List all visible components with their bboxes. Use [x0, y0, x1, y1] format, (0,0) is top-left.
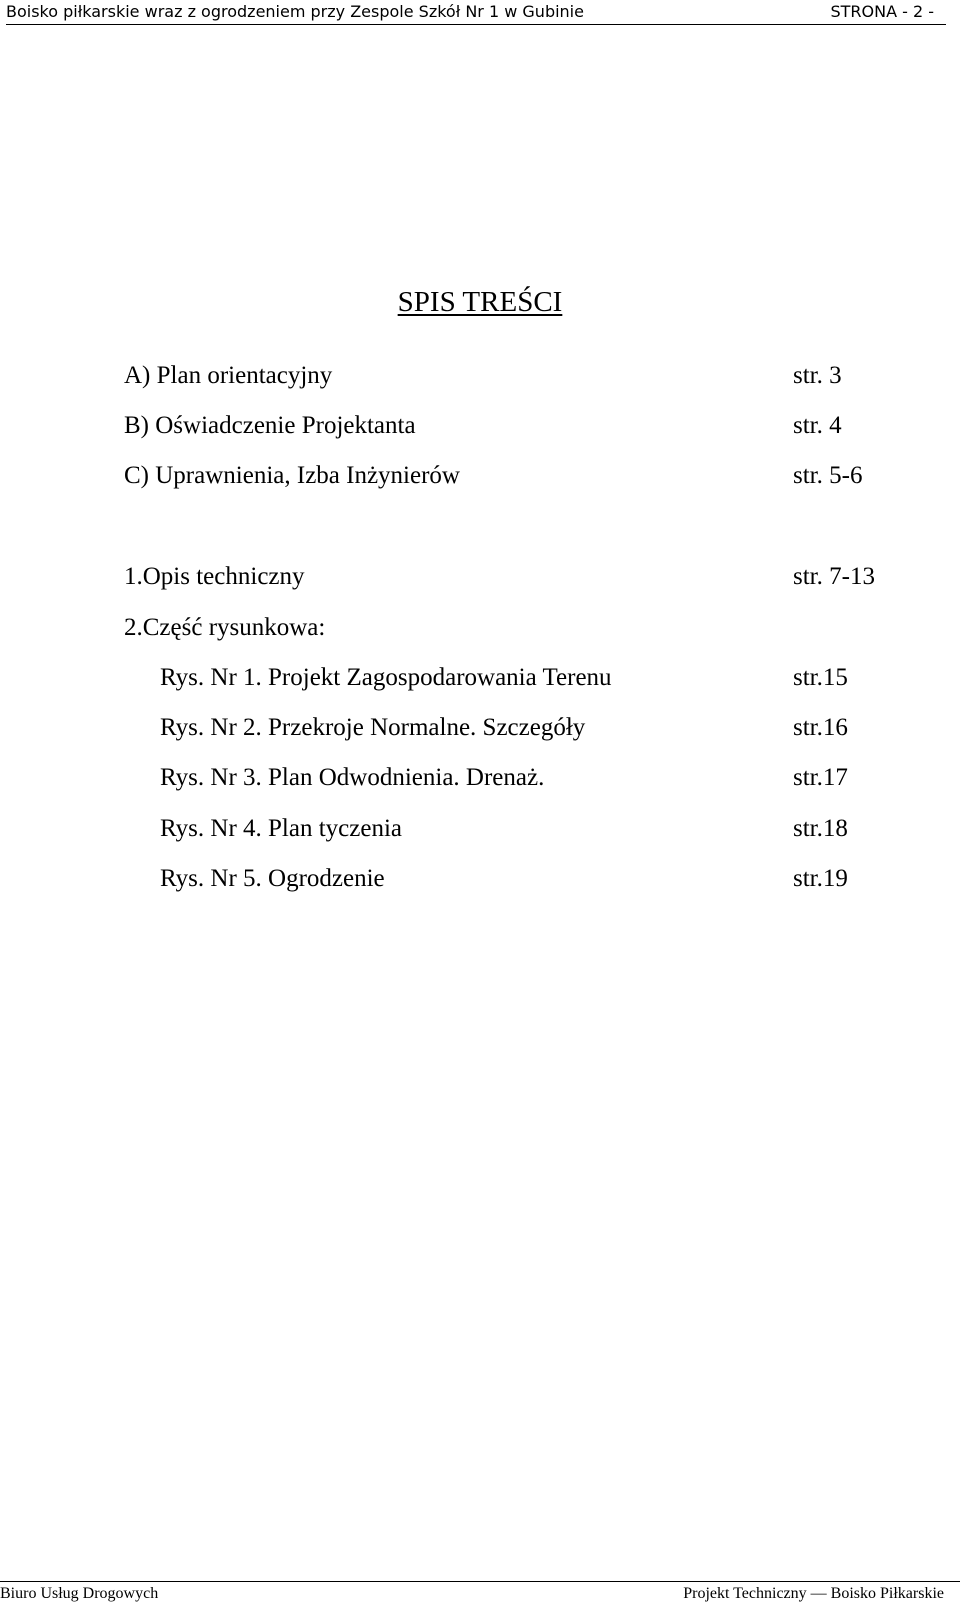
toc-item-page: str.16 — [793, 714, 848, 741]
toc-item-page: str.15 — [793, 664, 848, 691]
toc-item-label: 2.Część rysunkowa: — [124, 614, 326, 641]
toc-item-uprawnienia — [124, 461, 863, 491]
toc-item-page: str. 5-6 — [793, 462, 863, 489]
toc-item-czesc-rysunkowa — [124, 613, 325, 643]
header-document-title: Boisko piłkarskie wraz z ogrodzeniem przy Zespole Szkół Nr 1 w Gubinie — [6, 2, 584, 21]
toc-item-rys-3 — [160, 763, 848, 793]
toc-item-page: str.17 — [793, 764, 848, 791]
toc-item-page: str. 4 — [793, 412, 842, 439]
toc-item-label: 1.Opis techniczny — [124, 563, 305, 590]
toc-item-page: str. 3 — [793, 362, 842, 389]
page-footer — [0, 1581, 960, 1605]
toc-item-label: Rys. Nr 4. Plan tyczenia — [160, 815, 403, 842]
toc-item-label: Rys. Nr 3. Plan Odwodnienia. Drenaż. — [160, 764, 545, 791]
header-page-number: STRONA - 2 - — [830, 2, 934, 21]
footer-project: Projekt Techniczny — Boisko Piłkarskie — [683, 1585, 944, 1602]
toc-title — [0, 285, 960, 319]
toc-item-label: Rys. Nr 5. Ogrodzenie — [160, 865, 385, 892]
toc-item-rys-5 — [160, 864, 848, 894]
toc-item-rys-2 — [160, 713, 848, 743]
toc-item-opis-techniczny — [124, 562, 875, 592]
toc-item-oswiadczenie — [124, 411, 842, 441]
toc-item-label: Rys. Nr 1. Projekt Zagospodarowania Terenu — [160, 664, 612, 691]
page-header — [6, 0, 946, 25]
toc-title-text: SPIS TREŚCI — [397, 286, 563, 318]
toc-item-label: Rys. Nr 2. Przekroje Normalne. Szczegóły — [160, 714, 586, 741]
toc-item-label: B) Oświadczenie Projektanta — [124, 412, 416, 439]
toc-item-rys-4 — [160, 814, 848, 844]
toc-item-label: C) Uprawnienia, Izba Inżynierów — [124, 462, 460, 489]
toc-item-page: str. 7-13 — [793, 563, 875, 590]
toc-item-label: A) Plan orientacyjny — [124, 362, 333, 389]
toc-item-page: str.19 — [793, 865, 848, 892]
footer-company: Biuro Usług Drogowych — [0, 1585, 159, 1602]
toc-item-rys-1 — [160, 663, 848, 693]
toc-item-page: str.18 — [793, 815, 848, 842]
toc-item-plan-orientacyjny — [124, 361, 842, 391]
